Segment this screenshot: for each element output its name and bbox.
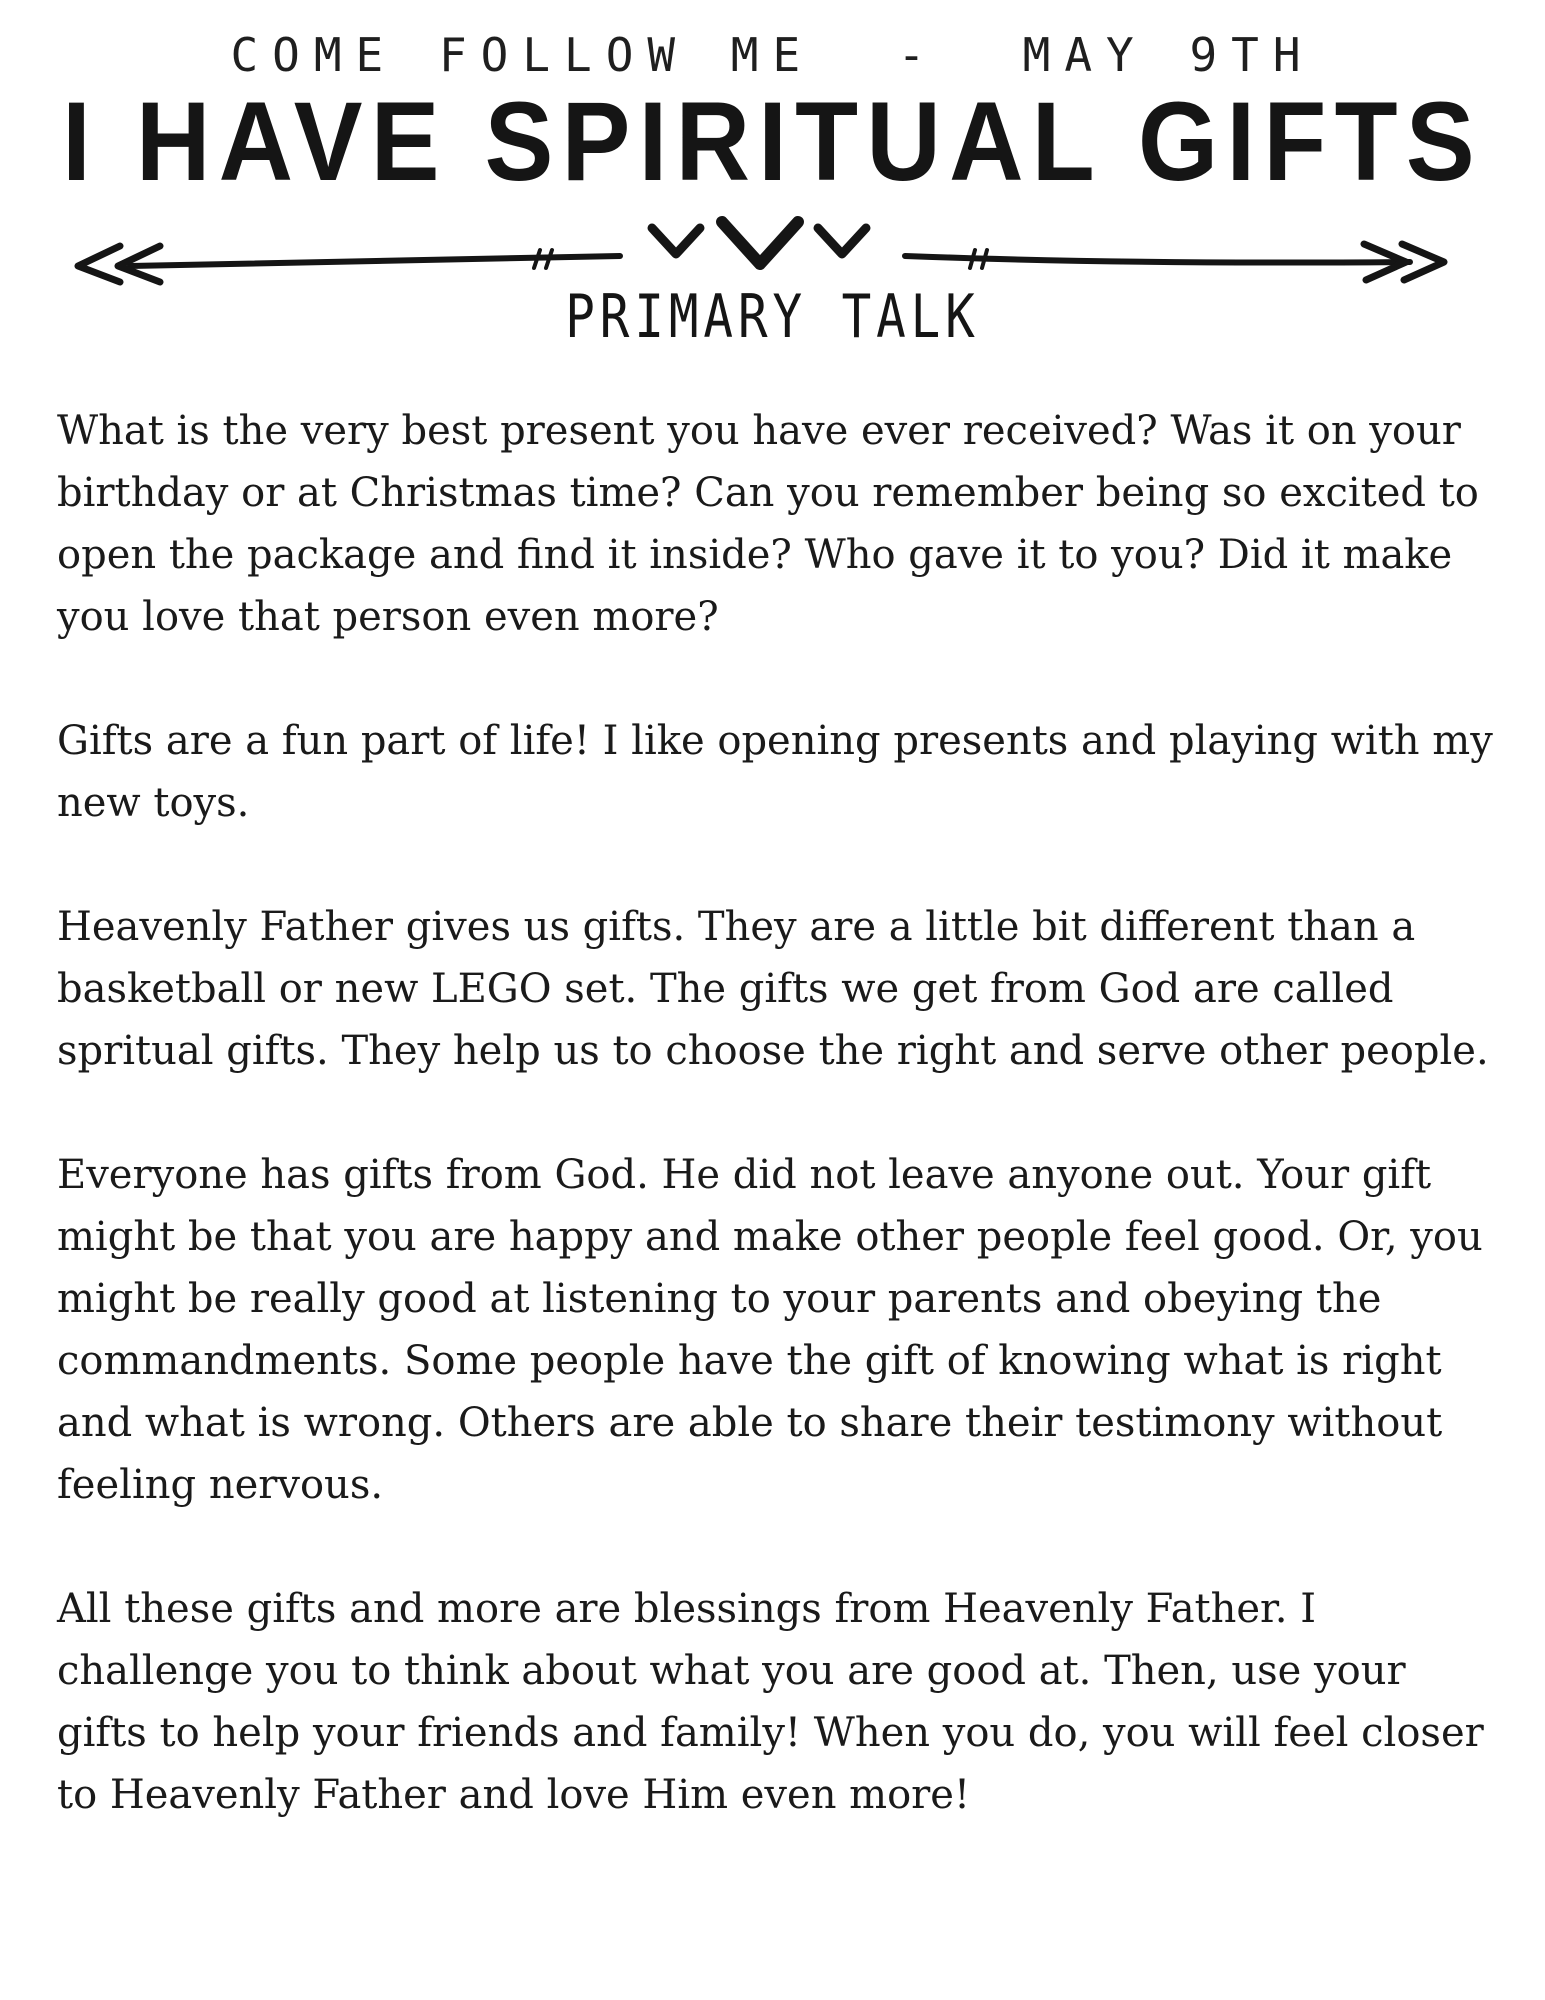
double-arrow-left-icon (78, 246, 620, 282)
paragraph-3: Heavenly Father gives us gifts. They are a little bit different than a basketball or new LEGO set. The gifts we get from God are called spritual gifts. They help us to choose the right and serve other people. (57, 904, 1489, 1074)
page-subtitle: COME FOLLOW ME - MAY 9TH (230, 28, 1315, 82)
talk-type-label: PRIMARY TALK (565, 282, 980, 352)
arrow-divider (0, 210, 1545, 290)
double-arrow-right-icon (905, 244, 1444, 280)
paragraph-2: Gifts are a fun part of life! I like opening presents and playing with my new toys. (57, 718, 1493, 826)
page-title: I HAVE SPIRITUAL GIFTS (62, 79, 1483, 204)
chevron-cluster-icon (652, 222, 866, 264)
page-header (0, 0, 1545, 360)
talk-body (57, 400, 1497, 1888)
paragraph-1: What is the very best present you have ever received? Was it on your birthday or at Christmas time? Can you remember being so excited to open the package and find it inside? Who gave it to you? Did it make you love that person even more? (57, 408, 1479, 640)
paragraph-5: All these gifts and more are blessings from Heavenly Father. I challenge you to think about what you are good at. Then, use your gifts to help your friends and family! When you do, you will feel closer to Heavenly Father and love Him even more! (57, 1586, 1484, 1818)
paragraph-4: Everyone has gifts from God. He did not leave anyone out. Your gift might be that you are happy and make other people feel good. Or, you might be really good at listening to your parents and obeying the commandments. Some people have the gift of knowing what is right and what is wrong. Others are able to share their testimony without feeling nervous. (57, 1152, 1483, 1508)
